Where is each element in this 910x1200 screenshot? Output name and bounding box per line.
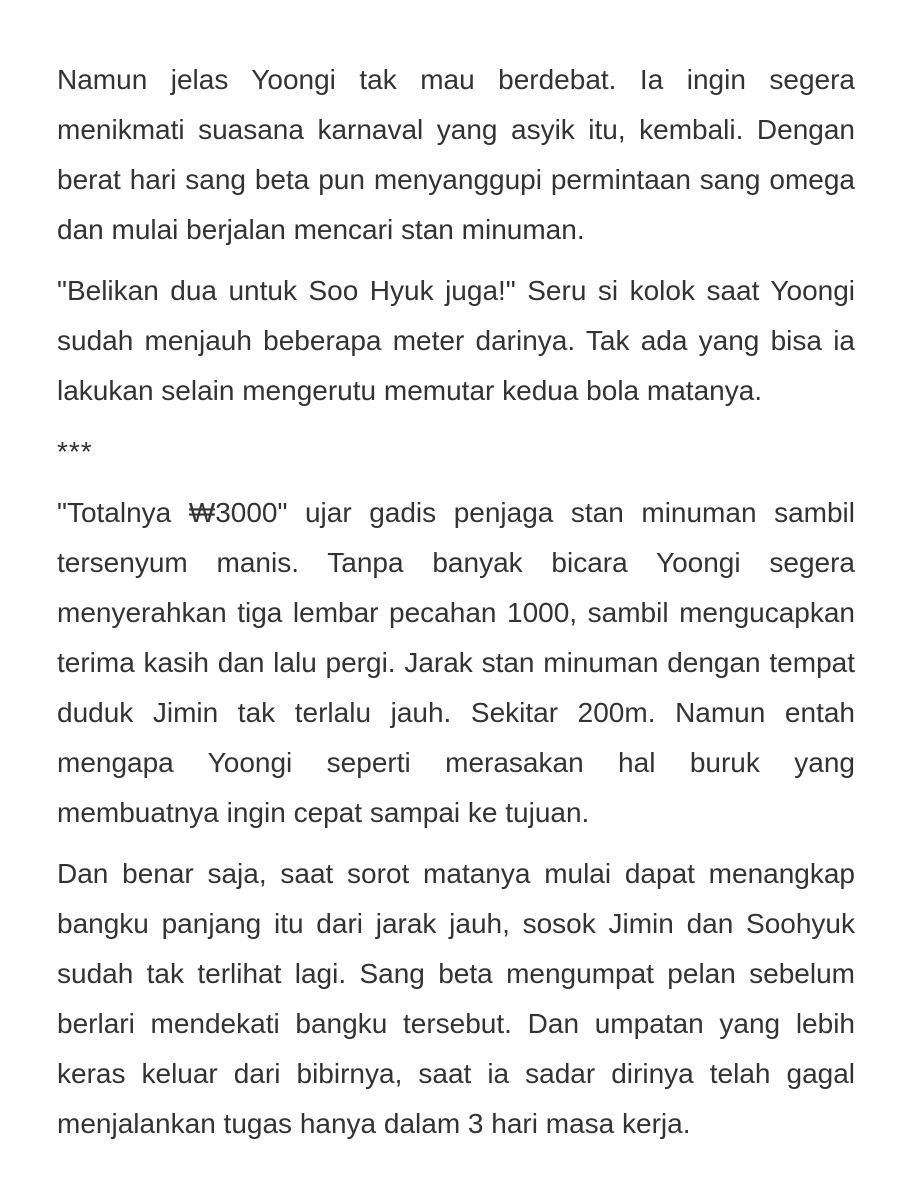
paragraph-3: "Totalnya ₩3000" ujar gadis penjaga stan minuman sambil tersenyum manis. Tanpa banyak bicara Yoongi segera menyerahkan tiga lembar pecahan 1000, sambil mengucapkan terima kasih dan lalu pergi. Jarak stan minuman dengan tempat duduk Jimin tak terlalu jauh. Sekitar 200m. Namun entah mengapa Yoongi seperti merasakan hal buruk yang membuatnya ingin cepat sampai ke tujuan.	[57, 497, 855, 828]
scene-separator: ***	[57, 436, 93, 467]
paragraph-2: "Belikan dua untuk Soo Hyuk juga!" Seru si kolok saat Yoongi sudah menjauh beberapa meter darinya. Tak ada yang bisa ia lakukan selain mengerutu memutar kedua bola matanya.	[57, 275, 855, 406]
paragraph-1: Namun jelas Yoongi tak mau berdebat. Ia ingin segera menikmati suasana karnaval yang asyik itu, kembali. Dengan berat hari sang beta pun menyanggupi permintaan sang omega dan mulai berjalan mencari stan minuman.	[57, 64, 855, 245]
paragraph-4: Dan benar saja, saat sorot matanya mulai dapat menangkap bangku panjang itu dari jarak jauh, sosok Jimin dan Soohyuk sudah tak terlihat lagi. Sang beta mengumpat pelan sebelum berlari mendekati bangku tersebut. Dan umpatan yang lebih keras keluar dari bibirnya, saat ia sadar dirinya telah gagal menjalankan tugas hanya dalam 3 hari masa kerja.	[57, 858, 855, 1139]
document-page	[57, 55, 855, 1149]
